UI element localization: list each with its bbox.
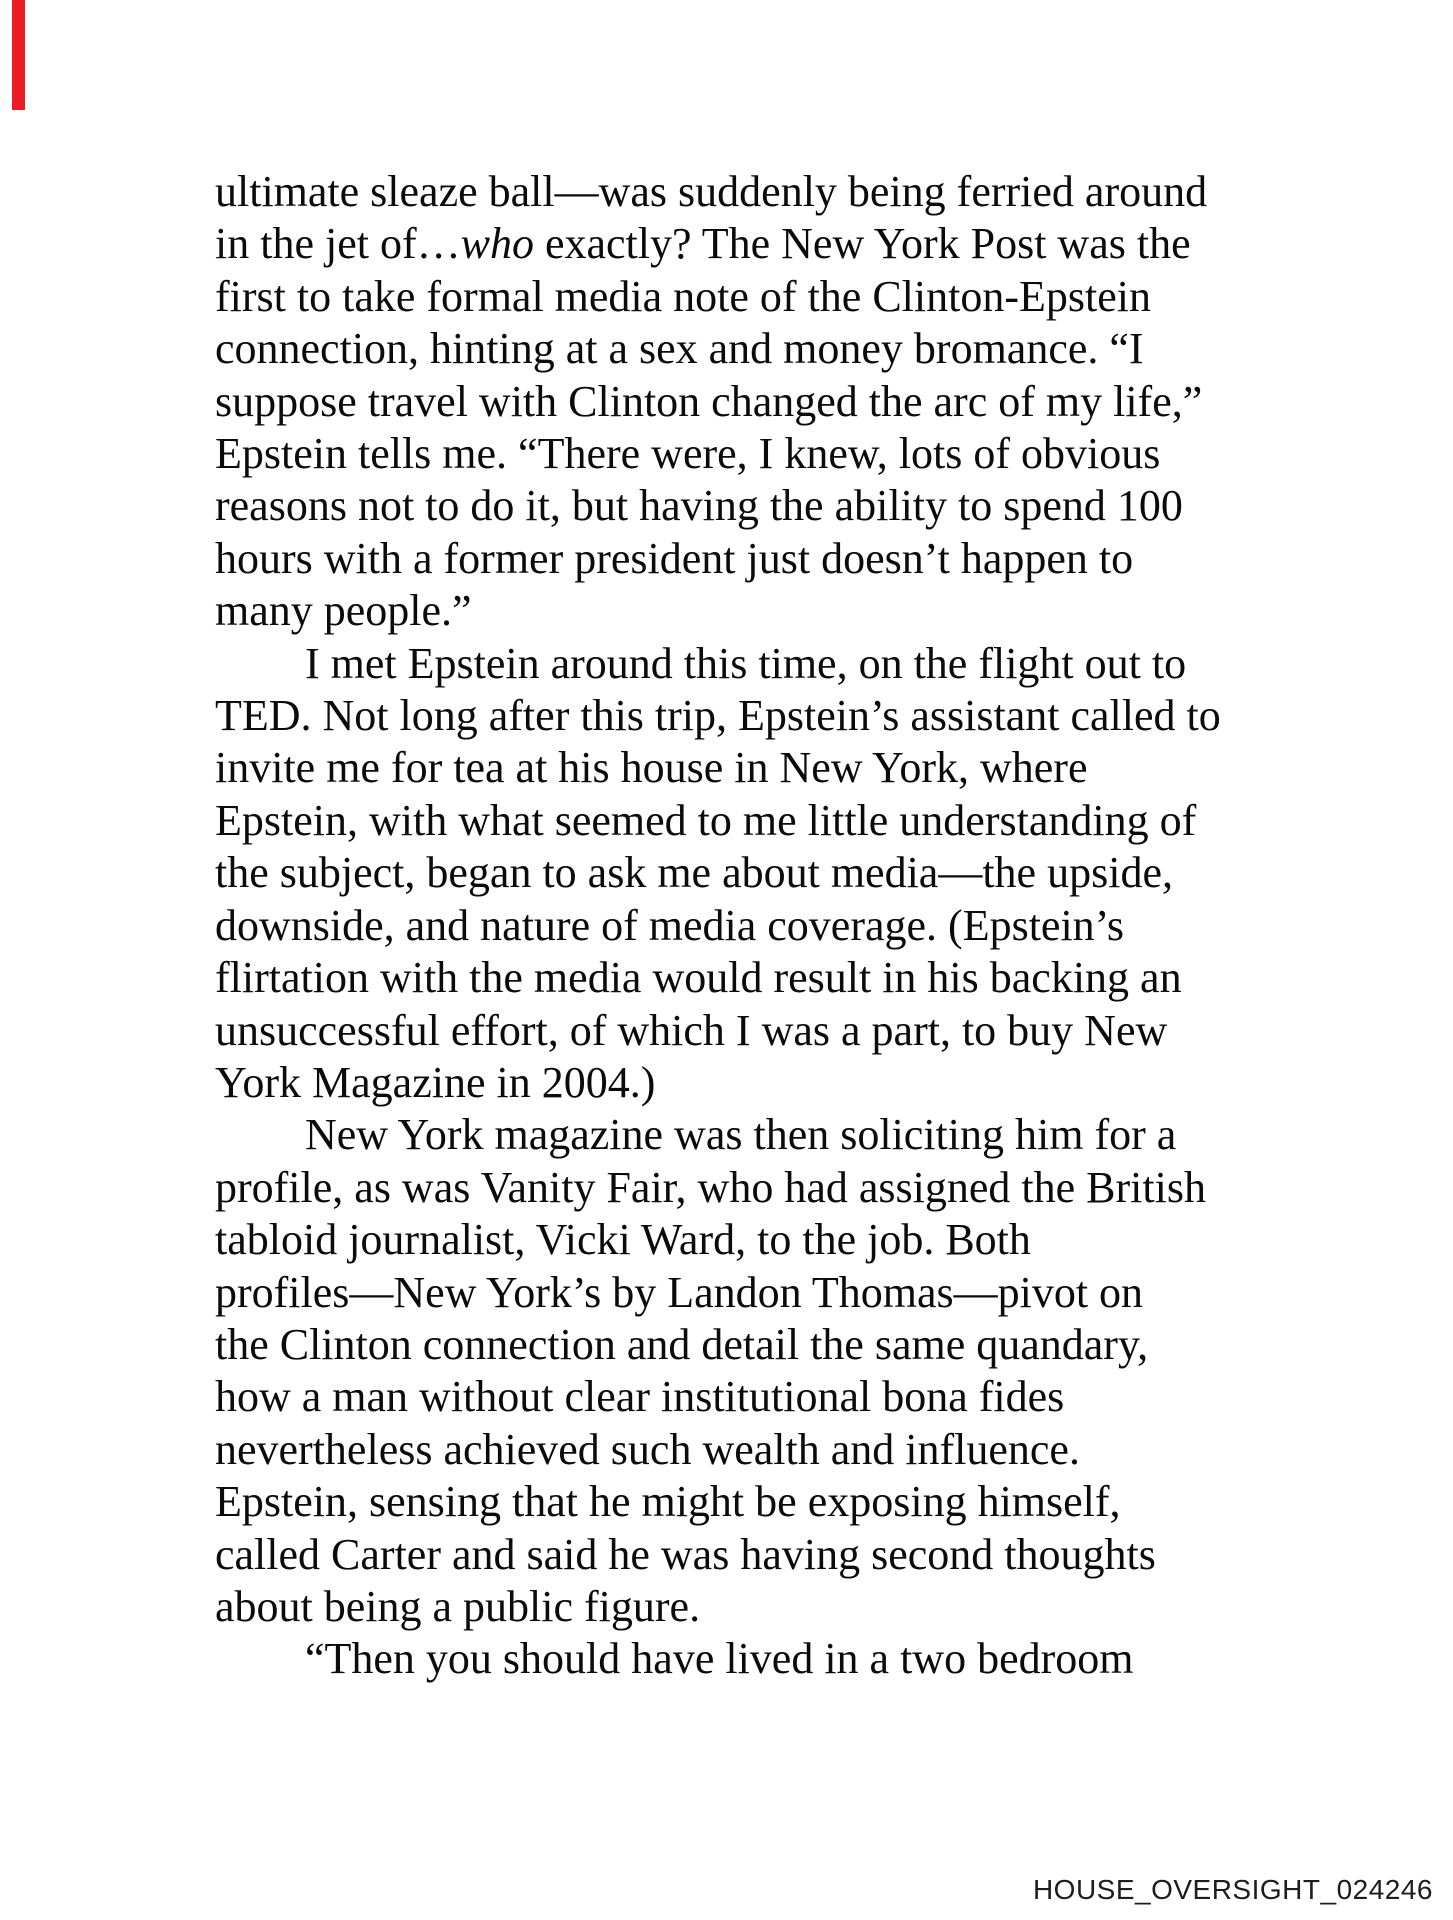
- text-line: Epstein, sensing that he might be exposing himself,: [215, 1477, 1121, 1527]
- text-line: “Then you should have lived in a two bedroom: [305, 1634, 1134, 1684]
- text-block: [215, 166, 1275, 1686]
- text-line: profiles—New York’s by Landon Thomas—pivot on: [215, 1267, 1144, 1317]
- text-line: flirtation with the media would result in his backing an: [215, 953, 1182, 1003]
- text-line: New York magazine was then soliciting him for a: [305, 1110, 1177, 1160]
- text-line: reasons not to do it, but having the ability to spend 100: [215, 481, 1183, 531]
- paragraph: [215, 1633, 1275, 1685]
- text-line: unsuccessful effort, of which I was a part, to buy New: [215, 1005, 1168, 1055]
- paragraph: [215, 1109, 1275, 1633]
- text-line: downside, and nature of media coverage. (Epstein’s: [215, 900, 1125, 950]
- text-line: the Clinton connection and detail the same quandary,: [215, 1319, 1149, 1369]
- text-line: ultimate sleaze ball—was suddenly being ferried around: [215, 167, 1208, 216]
- text-line: suppose travel with Clinton changed the arc of my life,”: [215, 376, 1203, 426]
- text-line: how a man without clear institutional bona fides: [215, 1372, 1065, 1422]
- text-line: the subject, began to ask me about media—the upside,: [215, 848, 1173, 898]
- text-line: many people.”: [215, 586, 472, 636]
- text-line: nevertheless achieved such wealth and influence.: [215, 1424, 1080, 1474]
- paragraph: [215, 638, 1275, 1110]
- text-line: about being a public figure.: [215, 1581, 701, 1631]
- text-line: first to take formal media note of the Clinton-Epstein: [215, 271, 1151, 321]
- text-line: hours with a former president just doesn’t happen to: [215, 533, 1134, 583]
- text-line: Epstein, with what seemed to me little understanding of: [215, 795, 1197, 845]
- text-line: in the jet of…who exactly? The New York Post was the: [215, 219, 1191, 269]
- text-line: tabloid journalist, Vicki Ward, to the job. Both: [215, 1215, 1031, 1265]
- red-scan-mark: [12, 0, 25, 110]
- paragraph: [215, 166, 1275, 638]
- text-line: connection, hinting at a sex and money bromance. “I: [215, 324, 1144, 374]
- text-line: invite me for tea at his house in New York, where: [215, 743, 1088, 793]
- text-line: Epstein tells me. “There were, I knew, lots of obvious: [215, 429, 1161, 479]
- text-line: called Carter and said he was having second thoughts: [215, 1529, 1156, 1579]
- bates-number: HOUSE_OVERSIGHT_024246: [1032, 1874, 1433, 1905]
- text-line: I met Epstein around this time, on the flight out to: [305, 638, 1187, 688]
- text-line: York Magazine in 2004.): [215, 1057, 656, 1107]
- text-line: profile, as was Vanity Fair, who had assigned the British: [215, 1162, 1206, 1212]
- text-line: TED. Not long after this trip, Epstein’s assistant called to: [215, 691, 1221, 741]
